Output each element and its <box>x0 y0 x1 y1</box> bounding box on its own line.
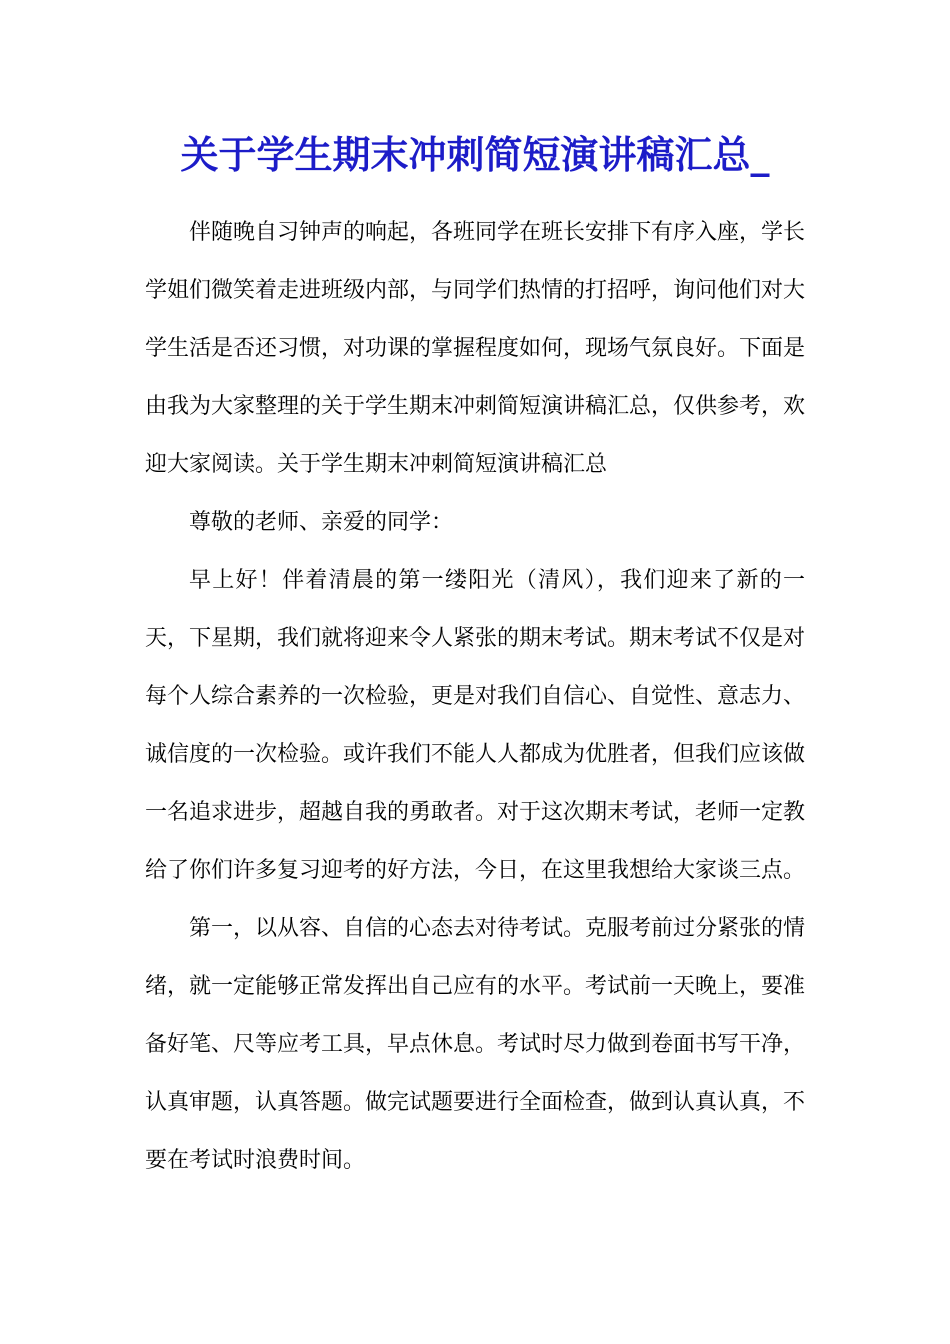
document-body <box>145 204 805 1190</box>
paragraph-intro: 伴随晚自习钟声的响起，各班同学在班长安排下有序入座，学长学姐们微笑着走进班级内部，与同学们热情的打招呼，询问他们对大学生活是否还习惯，对功课的掌握程度如何，现场气氛良好。下面是由我为大家整理的关于学生期末冲刺简短演讲稿汇总，仅供参考，欢迎大家阅读。关于学生期末冲刺简短演讲稿汇总 <box>145 220 806 477</box>
paragraph-point-one: 第一，以从容、自信的心态去对待考试。克服考前过分紧张的情绪，就一定能够正常发挥出自己应有的水平。考试前一天晚上，要准备好笔、尺等应考工具，早点休息。考试时尽力做到卷面书写干净，认真审题，认真答题。做完试题要进行全面检查，做到认真认真，不要在考试时浪费时间。 <box>145 916 806 1173</box>
paragraph-salutation: 尊敬的老师、亲爱的同学： <box>189 510 454 535</box>
document-title: 关于学生期末冲刺简短演讲稿汇总_ <box>180 132 770 177</box>
paragraph-greeting: 早上好！伴着清晨的第一缕阳光（清风），我们迎来了新的一天，下星期，我们就将迎来令人紧张的期末考试。期末考试不仅是对每个人综合素养的一次检验，更是对我们自信心、自觉性、意志力、诚信度的一次检验。或许我们不能人人都成为优胜者，但我们应该做一名追求进步，超越自我的勇敢者。对于这次期末考试，老师一定教给了你们许多复习迎考的好方法，今日，在这里我想给大家谈三点。 <box>145 568 806 883</box>
